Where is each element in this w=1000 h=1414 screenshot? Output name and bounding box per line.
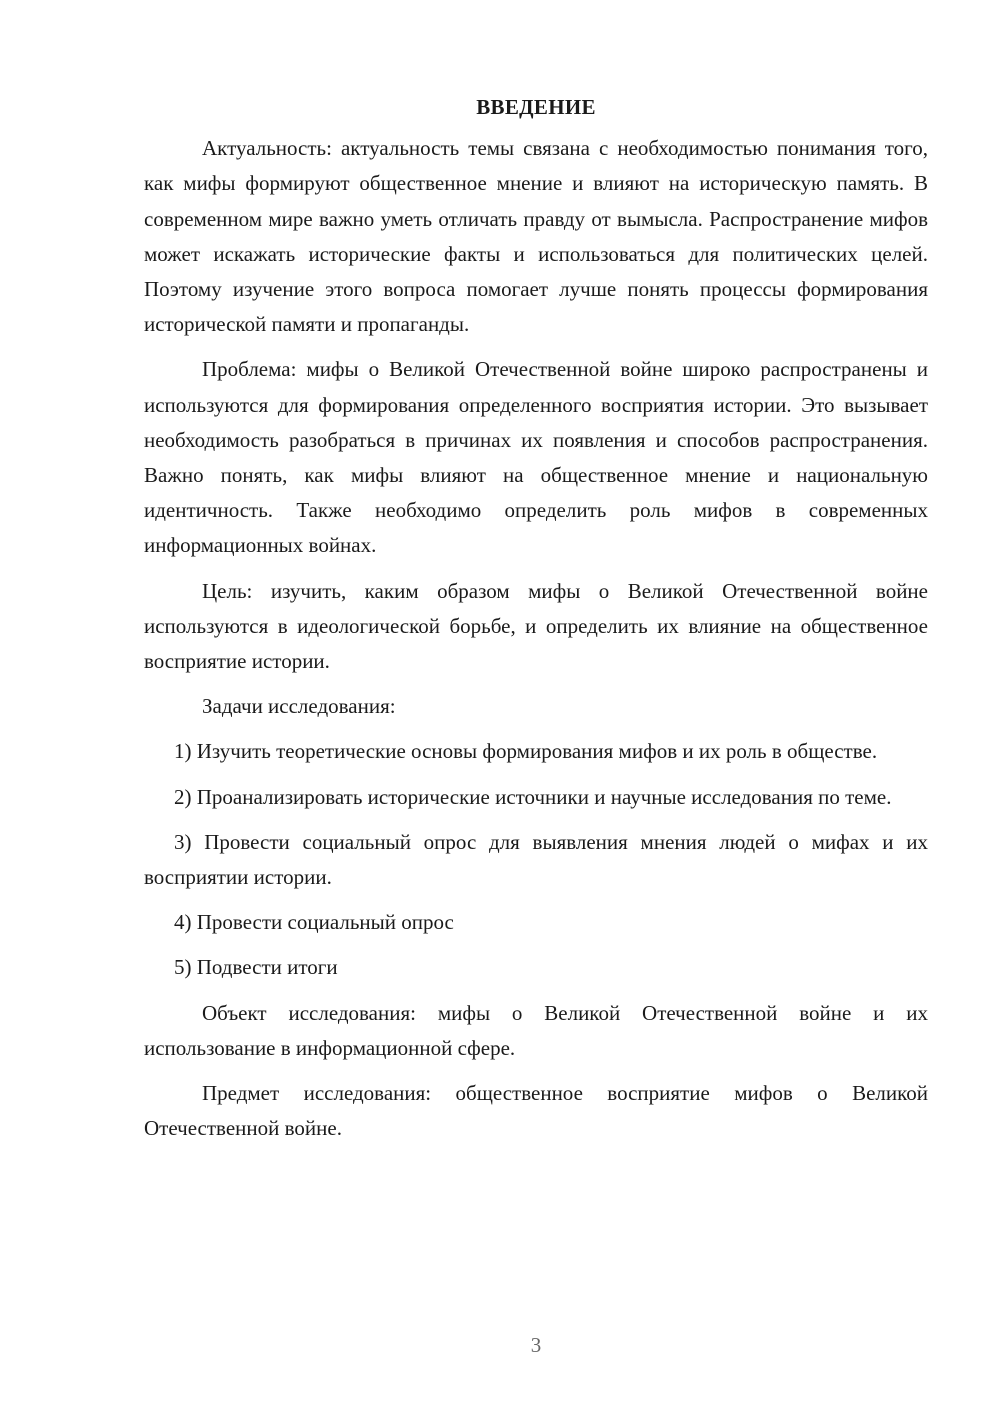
problem-paragraph: Проблема: мифы о Великой Отечественной войне широко распространены и используются для формирования определенного восприятия истории. Это вызывает необходимость разобраться в причинах их появления и способов распространения. Важно понять, как мифы влияют на общественное мнение и национальную идентичность. Также необходимо определить роль мифов в современных информационных войнах. [144,357,928,558]
relevance-paragraph: Актуальность: актуальность темы связана с необходимостью понимания того, как мифы формируют общественное мнение и влияют на историческую память. В современном мире важно уметь отличать правду от вымысла. Распространение мифов может искажать исторические факты и использоваться для политических целей. Поэтому изучение этого вопроса помогает лучше понять процессы формирования исторической памяти и пропаганды. [144,136,928,337]
list-item: 4) Провести социальный опрос [174,910,454,935]
document-page [144,90,928,1156]
object-paragraph: Объект исследования: мифы о Великой Отечественной войне и их использование в информационной сфере. [144,1000,928,1060]
subject-paragraph: Предмет исследования: общественное восприятие мифов о Великой Отечественной войне. [144,1081,928,1141]
list-item: 5) Подвести итоги [174,955,338,980]
page-title: ВВЕДЕНИЕ [476,95,596,119]
page-number: 3 [530,1333,542,1357]
list-item: 1) Изучить теоретические основы формирования мифов и их роль в обществе. [174,739,878,764]
tasks-list [144,734,928,985]
tasks-heading: Задачи исследования: [202,694,396,719]
list-item: 3) Провести социальный опрос для выявления мнения людей о мифах и их восприятии истории. [144,829,928,890]
goal-paragraph: Цель: изучить, каким образом мифы о Великой Отечественной войне используются в идеологической борьбе, и определить их влияние на общественное восприятие истории. [144,578,928,674]
list-item: 2) Проанализировать исторические источники и научные исследования по теме. [174,784,892,809]
